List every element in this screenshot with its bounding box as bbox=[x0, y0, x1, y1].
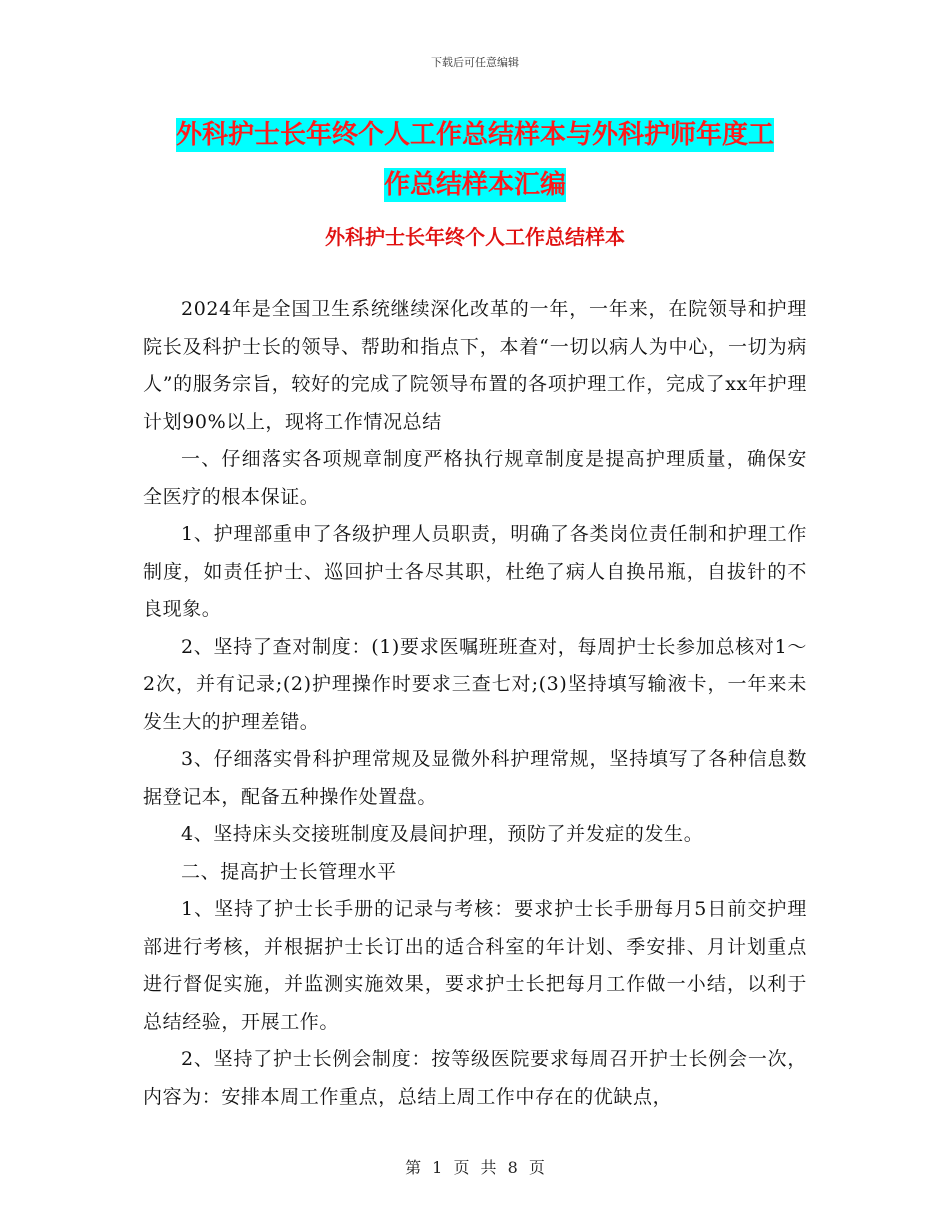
header-note: 下载后可任意编辑 bbox=[431, 56, 519, 69]
paragraph: 2024年是全国卫生系统继续深化改革的一年，一年来，在院领导和护理院长及科护士长的领导、帮助和指点下，本着“一切以病人为中心，一切为病人”的服务宗旨，较好的完成了院领导布置的各项护理工作，完成了xx年护理计划90%以上，现将工作情况总结 bbox=[143, 298, 807, 433]
paragraph: 2、坚持了护士长例会制度：按等级医院要求每周召开护士长例会一次，内容为：安排本周工作重点，总结上周工作中存在的优缺点， bbox=[143, 1048, 807, 1108]
document-title-line-2: 作总结样本汇编 bbox=[383, 170, 566, 200]
document-title bbox=[150, 110, 800, 210]
paragraph: 2、坚持了查对制度：(1)要求医嘱班班查对，每周护士长参加总核对1～2次，并有记录;(2)护理操作时要求三查七对;(3)坚持填写输液卡，一年来未发生大的护理差错。 bbox=[143, 635, 807, 733]
paragraph: 二、提高护士长管理水平 bbox=[181, 860, 397, 883]
paragraph: 1、护理部重申了各级护理人员职责，明确了各类岗位责任制和护理工作制度，如责任护士、巡回护士各尽其职，杜绝了病人自换吊瓶，自拔针的不良现象。 bbox=[143, 523, 807, 620]
paragraph: 4、坚持床头交接班制度及晨间护理，预防了并发症的发生。 bbox=[181, 823, 704, 845]
paragraph: 3、仔细落实骨科护理常规及显微外科护理常规，坚持填写了各种信息数据登记本，配备五种操作处置盘。 bbox=[143, 748, 807, 808]
document-title-line-1: 外科护士长年终个人工作总结样本与外科护师年度工 bbox=[175, 120, 774, 150]
page-footer: 第 1 页 共 8 页 bbox=[405, 1158, 545, 1177]
paragraph: 1、坚持了护士长手册的记录与考核：要求护士长手册每月5日前交护理部进行考核，并根据护士长订出的适合科室的年计划、季安排、月计划重点进行督促实施，并监测实施效果，要求护士长把每月工作做一小结，以利于总结经验，开展工作。 bbox=[143, 898, 807, 1033]
section-title: 外科护士长年终个人工作总结样本 bbox=[325, 225, 625, 249]
paragraph: 一、仔细落实各项规章制度严格执行规章制度是提高护理质量，确保安全医疗的根本保证。 bbox=[143, 448, 807, 508]
body-text bbox=[143, 291, 807, 1116]
